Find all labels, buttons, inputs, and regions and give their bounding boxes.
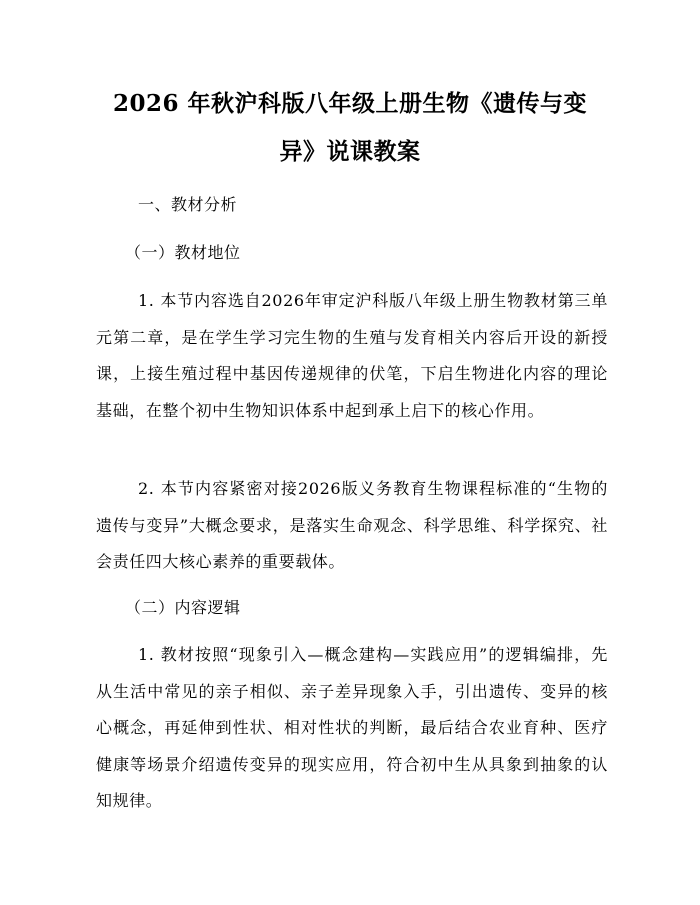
paragraph-logic-1: 1. 教材按照“现象引入—概念建构—实践应用”的逻辑编排，先从生活中常见的亲子相似、亲子差异现象入手，引出遗传、变异的核心概念，再延伸到性状、相对性状的判断，最后结合农业育种、医疗健康等场景介绍遗传变异的现实应用，符合初中生从具象到抽象的认知规律。 bbox=[96, 645, 608, 810]
subsection-heading-textbook-position: （一）教材地位 bbox=[125, 243, 241, 262]
paragraph-position-2: 2. 本节内容紧密对接2026版义务教育生物课程标准的“生物的遗传与变异”大概念要求，是落实生命观念、科学思维、科学探究、社会责任四大核心素养的重要载体。 bbox=[96, 479, 608, 571]
document-title-line-2: 异》说课教案 bbox=[279, 138, 421, 165]
subsection-heading-content-logic: （二）内容逻辑 bbox=[125, 598, 241, 617]
document-title-line-1: 2026 年秋沪科版八年级上册生物《遗传与变 bbox=[112, 90, 588, 117]
paragraph-position-1: 1. 本节内容选自2026年审定沪科版八年级上册生物教材第三单元第二章，是在学生学习完生物的生殖与发育相关内容后开设的新授课，上接生殖过程中基因传递规律的伏笔，下启生物进化内容的理论基础，在整个初中生物知识体系中起到承上启下的核心作用。 bbox=[96, 291, 608, 420]
section-heading-textbook-analysis: 一、教材分析 bbox=[138, 195, 238, 214]
